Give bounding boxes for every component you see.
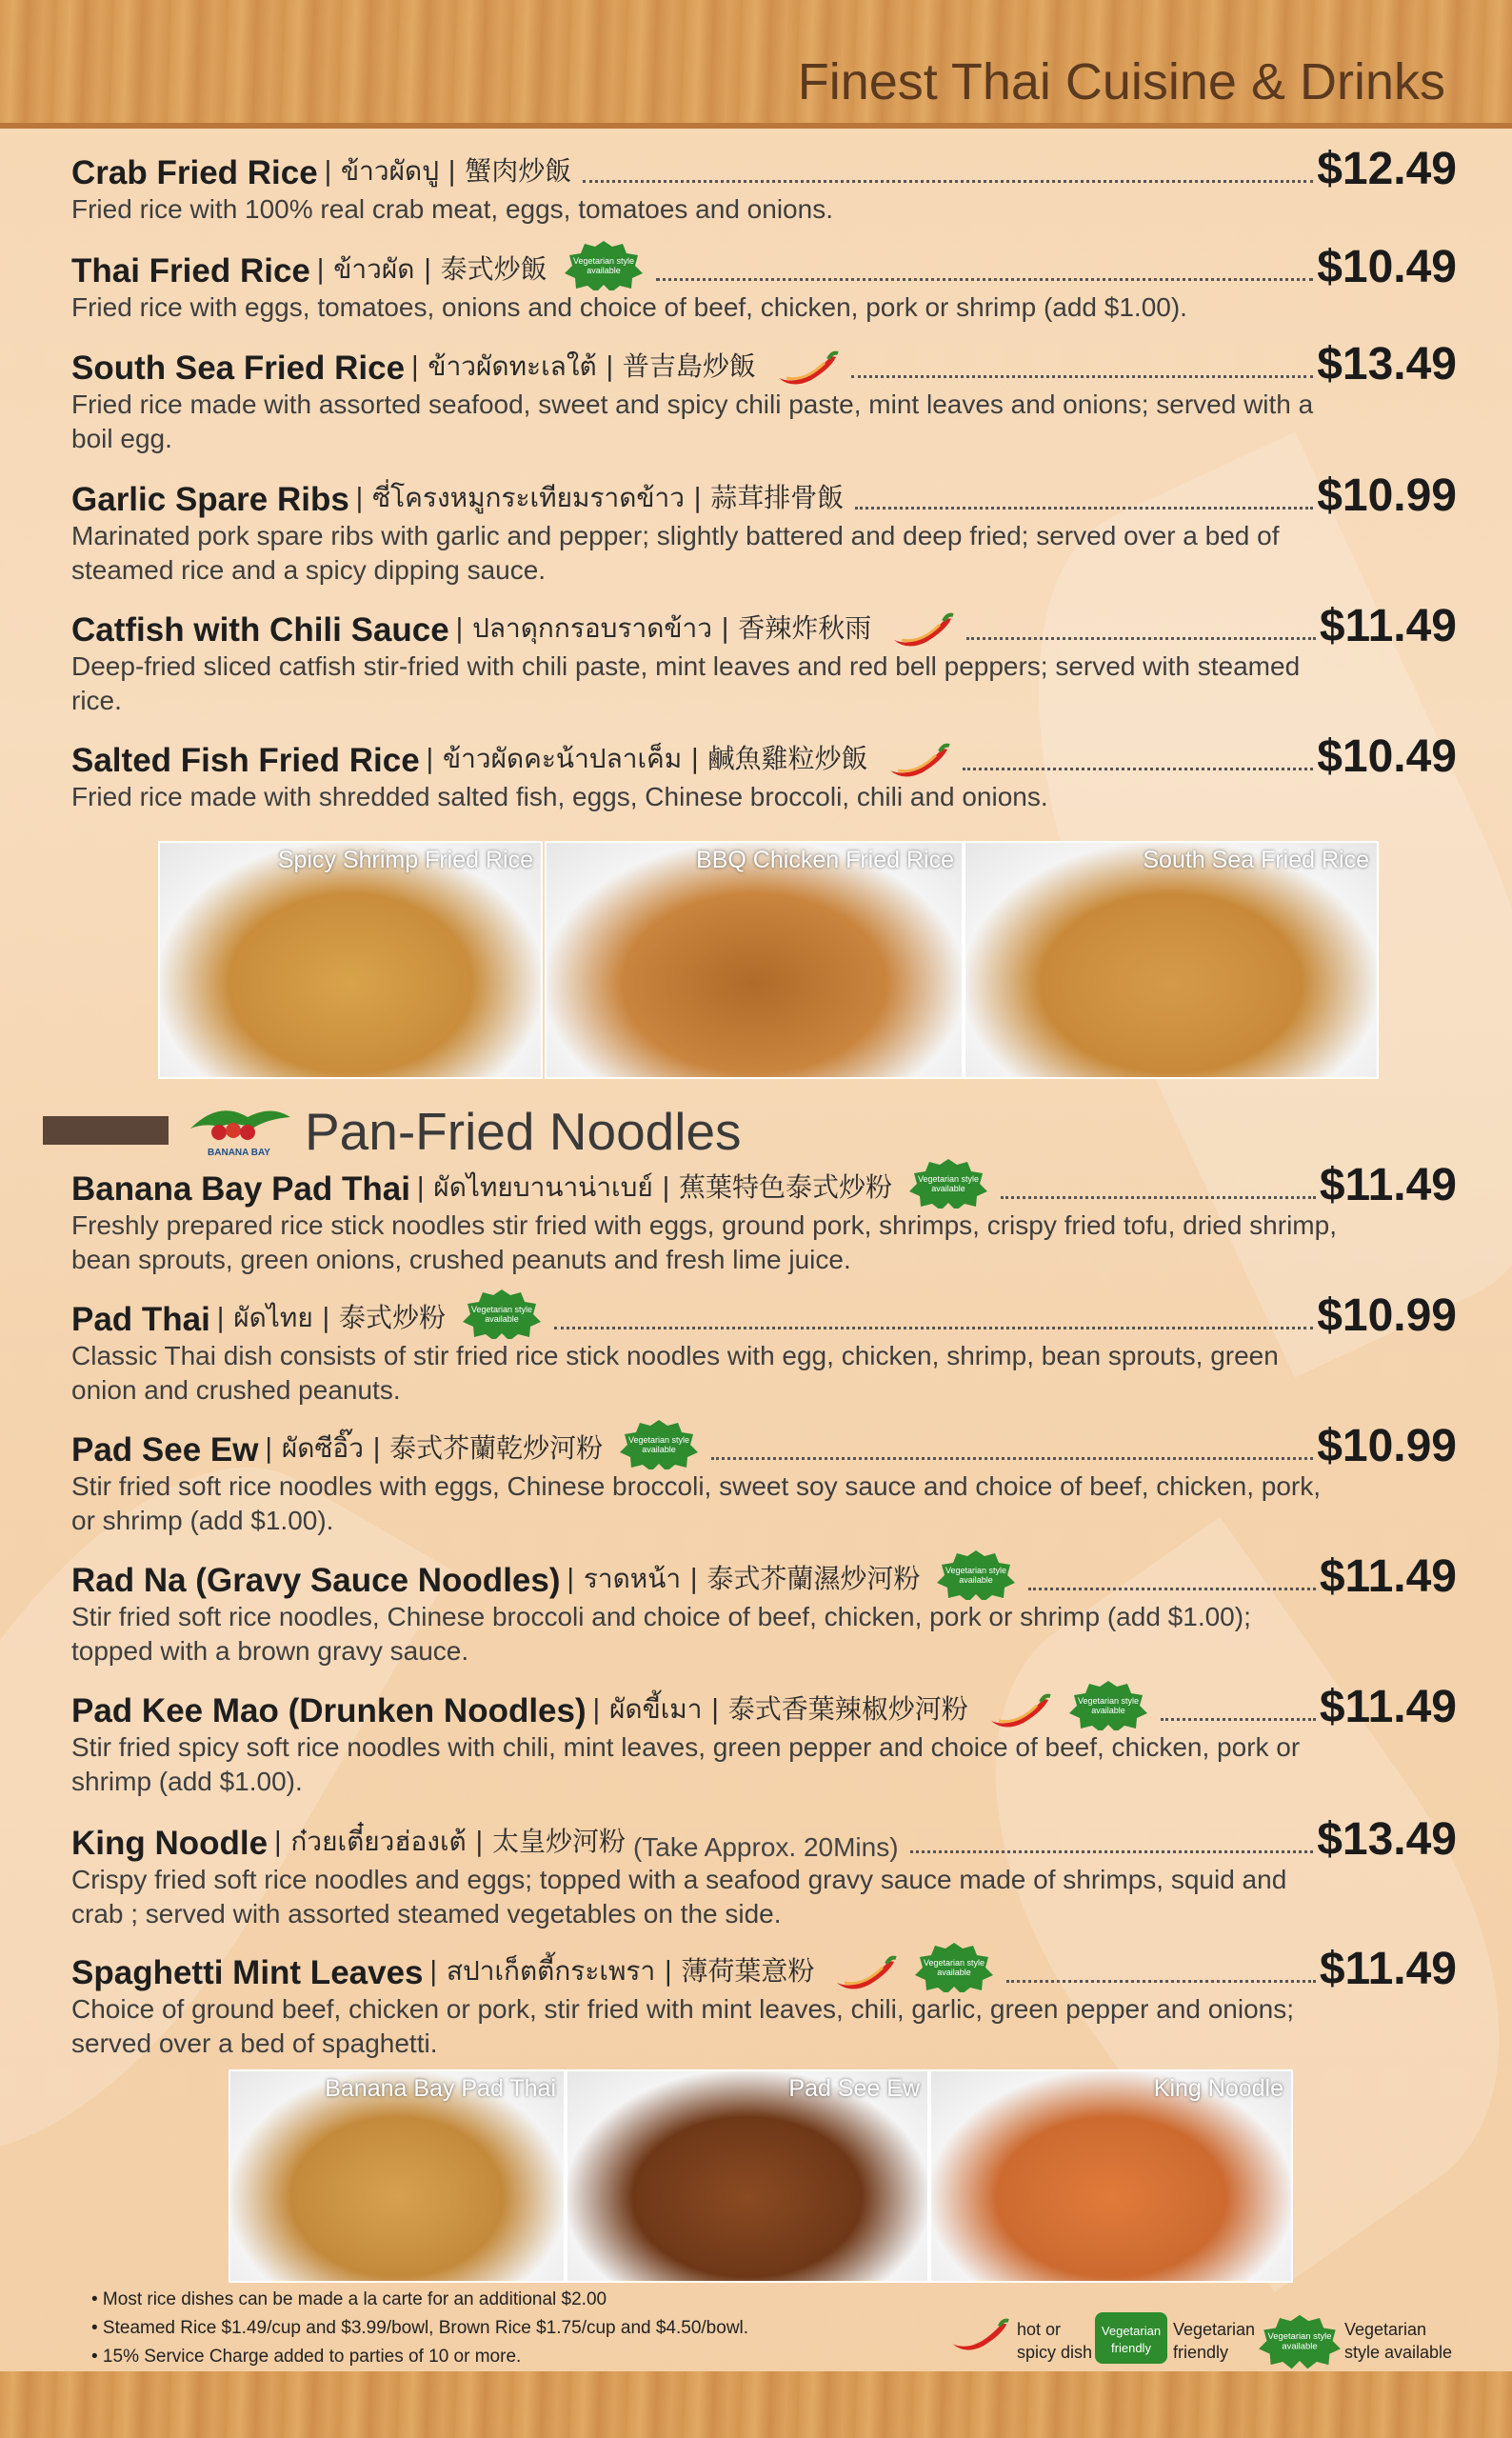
vegetarian-style-icon	[1257, 2310, 1343, 2369]
chili-icon	[773, 350, 840, 388]
chili-icon	[888, 611, 955, 649]
svg-text:available: available	[931, 1184, 965, 1193]
vegetarian-style-badge-icon	[563, 239, 645, 290]
menu-item	[71, 1813, 1457, 1931]
dish-photo-caption: King Noodle	[1153, 2075, 1283, 2102]
page-title: Finest Thai Cuisine & Drinks	[797, 53, 1445, 110]
menu-item	[71, 730, 1457, 814]
menu-item-description: Stir fried spicy soft rice noodles with chili, mint leaves, green pepper and choice of beef, chicken, pork or shrimp (add $1.00).	[71, 1732, 1301, 1796]
menu-item-name: Rad Na (Gravy Sauce Noodles)	[71, 1562, 561, 1599]
dish-photo	[229, 2069, 566, 2283]
menu-item-description: Fried rice with 100% real crab meat, eggs, tomatoes and onions.	[71, 194, 833, 224]
menu-item	[71, 1681, 1457, 1799]
svg-text:available: available	[642, 1445, 676, 1454]
menu-item	[71, 338, 1457, 456]
svg-text:Vegetarian style: Vegetarian style	[945, 1566, 1007, 1575]
menu-item-description: Classic Thai dish consists of stir fried rice stick noodles with egg, chicken, shrimp, bean sprouts, green onion and crushed peanuts.	[71, 1341, 1279, 1405]
legend-veg-style-label: Vegetarian style available	[1344, 2320, 1453, 2362]
chili-icon	[831, 1954, 898, 1992]
menu-item-price: $10.99	[1317, 1421, 1457, 1471]
menu-item	[71, 1550, 1457, 1669]
menu-item	[71, 1289, 1457, 1408]
dot-leader	[554, 1327, 1313, 1329]
menu-item-name: Crab Fried Rice	[71, 154, 318, 191]
svg-text:available: available	[959, 1575, 994, 1585]
menu-item-translations: | ข้าวผัดคะน้าปลาเค็ม | 鹹魚雞粒炒飯	[425, 743, 868, 774]
banana-bay-logo-text: BANANA BAY	[208, 1148, 270, 1158]
menu-item-description: Deep-fried sliced catfish stir-fried with chili paste, mint leaves and red bell peppers; served with steamed rice.	[71, 651, 1301, 715]
vegetarian-style-badge-icon	[461, 1288, 543, 1339]
menu-item-description: Stir fried soft rice noodles with eggs, Chinese broccoli, sweet soy sauce and choice of beef, chicken, pork, or shrimp (add $1.00).	[71, 1471, 1322, 1535]
svg-text:Vegetarian style: Vegetarian style	[1077, 1696, 1139, 1706]
menu-item	[71, 241, 1457, 325]
dish-photo	[158, 841, 543, 1079]
legend-veg-friendly-label: Vegetarian friendly	[1173, 2320, 1256, 2362]
menu-item-translations: | ผัดซีอิ๊ว | 泰式芥蘭乾炒河粉	[264, 1432, 604, 1464]
dot-leader	[656, 278, 1314, 281]
menu-item-price: $11.49	[1319, 1944, 1457, 1994]
dot-leader	[855, 507, 1313, 510]
vegetarian-style-badge-icon	[913, 1941, 995, 1992]
menu-item-price: $10.49	[1317, 731, 1457, 782]
menu-item-translations: | ผัดไทย | 泰式炒粉	[215, 1302, 446, 1333]
menu-item-translations: | ซี่โครงหมูกระเทียมราดข้าว | 蒜茸排骨飯	[354, 482, 845, 513]
dish-photo	[566, 2069, 929, 2283]
dot-leader	[1161, 1718, 1316, 1721]
menu-item-translations: | สปาเก็ตตี้กระเพรา | 薄荷葉意粉	[428, 1955, 815, 1987]
dish-photo-caption: Pad See Ew	[788, 2075, 920, 2102]
menu-item-description: Freshly prepared rice stick noodles stir fried with eggs, ground pork, shrimps, crispy fried tofu, dried shrimp, bean sprouts, green onions, crushed peanuts and fresh lime juice.	[71, 1210, 1337, 1274]
section-bar	[43, 1116, 169, 1145]
vegetarian-friendly-icon	[1093, 2310, 1169, 2366]
dish-photo	[929, 2069, 1293, 2283]
menu-item-price: $10.99	[1317, 1290, 1457, 1341]
dot-leader	[1028, 1588, 1315, 1590]
footnote: • Most rice dishes can be made a la carte for an additional $2.00	[91, 2289, 607, 2309]
menu-item	[71, 1943, 1457, 2061]
vegetarian-style-badge-icon	[935, 1549, 1017, 1600]
menu-item-name: Garlic Spare Ribs	[71, 481, 349, 518]
dot-leader	[1006, 1980, 1315, 1983]
svg-text:Vegetarian style: Vegetarian style	[470, 1305, 533, 1314]
chili-icon	[947, 2312, 1010, 2358]
menu-item-name: Pad Kee Mao (Drunken Noodles)	[71, 1692, 587, 1729]
chili-icon	[985, 1692, 1052, 1730]
footnotes	[91, 2286, 748, 2371]
menu-item-translations: | ผัดขี้เมา | 泰式香葉辣椒炒河粉	[591, 1693, 968, 1725]
svg-text:friendly: friendly	[1111, 2341, 1151, 2355]
svg-text:Vegetarian: Vegetarian	[1101, 2324, 1162, 2338]
menu-item-note: (Take Approx. 20Mins)	[632, 1832, 899, 1862]
banana-bay-logo	[181, 1100, 297, 1159]
menu-item-description: Stir fried soft rice noodles, Chinese broccoli and choice of beef, chicken, pork or shrimp (add $1.00); topped with a brown gravy sauce.	[71, 1602, 1251, 1666]
dish-photo	[964, 841, 1379, 1079]
menu-item-description: Marinated pork spare ribs with garlic and pepper; slightly battered and deep fried; served over a bed of steamed rice and a spicy dipping sauce.	[71, 521, 1280, 585]
svg-text:Vegetarian style: Vegetarian style	[1267, 2329, 1332, 2341]
menu-item-translations: | ปลาดุกกรอบราดข้าว | 香辣炸秋雨	[454, 612, 872, 644]
section-title-pan-fried-noodles: Pan-Fried Noodles	[305, 1102, 742, 1161]
menu-item-description: Choice of ground beef, chicken or pork, stir fried with mint leaves, chili, garlic, green pepper and onions; served over a bed of spaghetti.	[71, 1994, 1295, 2058]
menu-item-name: Spaghetti Mint Leaves	[71, 1954, 424, 1991]
menu-item-name: Catfish with Chili Sauce	[71, 611, 449, 649]
vegetarian-style-badge-icon	[618, 1418, 700, 1469]
svg-text:Vegetarian style: Vegetarian style	[628, 1435, 690, 1445]
menu-item-price: $11.49	[1319, 1551, 1457, 1602]
menu-item	[71, 1420, 1457, 1538]
menu-item-name: Pad Thai	[71, 1301, 210, 1338]
footnote: • Steamed Rice $1.49/cup and $3.99/bowl, Brown Rice $1.75/cup and $4.50/bowl.	[91, 2318, 749, 2338]
legend-hot-label: hot or spicy dish	[1017, 2320, 1093, 2362]
menu-item-name: Salted Fish Fried Rice	[71, 742, 420, 779]
menu-item-name: Thai Fried Rice	[71, 252, 310, 290]
svg-text:available: available	[1090, 1706, 1125, 1715]
menu-item-name: King Noodle	[71, 1825, 269, 1862]
menu-item-price: $12.49	[1317, 144, 1457, 194]
dot-leader	[1001, 1196, 1316, 1199]
menu-item-translations: | ก๋วยเตี๋ยวฮ่องเต้ | 太皇炒河粉	[273, 1826, 626, 1857]
menu-item-price: $11.49	[1319, 1160, 1457, 1210]
menu-item	[71, 1159, 1457, 1277]
dot-leader	[910, 1850, 1314, 1853]
dot-leader	[711, 1457, 1313, 1460]
dot-leader	[851, 375, 1313, 378]
menu-item-description: Fried rice made with shredded salted fish, eggs, Chinese broccoli, chili and onions.	[71, 782, 1048, 811]
svg-text:available: available	[485, 1314, 519, 1324]
footer-wood-banner	[0, 2371, 1512, 2438]
dish-photo-caption: South Sea Fried Rice	[1143, 847, 1369, 873]
chili-icon	[885, 742, 951, 780]
vegetarian-style-badge-icon	[907, 1157, 989, 1209]
menu-item-description: Crispy fried soft rice noodles and eggs; topped with a seafood gravy sauce made of shrimps, squid and crab ; served with assorted steamed vegetables on the side.	[71, 1865, 1287, 1928]
menu-item-price: $13.49	[1317, 339, 1457, 390]
dish-photo-caption: Banana Bay Pad Thai	[325, 2075, 556, 2102]
menu-item-translations: | ราดหน้า | 泰式芥蘭濕炒河粉	[566, 1563, 921, 1594]
menu-item-translations: | ข้าวผัดทะเลใต้ | 普吉島炒飯	[410, 350, 756, 382]
menu-item-price: $10.99	[1317, 470, 1457, 521]
menu-item-price: $11.49	[1319, 601, 1457, 651]
menu-item-price: $13.49	[1317, 1814, 1457, 1865]
menu-item	[71, 143, 1457, 227]
dot-leader	[583, 180, 1313, 183]
menu-item	[71, 600, 1457, 718]
footnote: • 15% Service Charge added to parties of 10 or more.	[91, 2347, 522, 2367]
menu-item-translations: | ข้าวผัด | 泰式炒飯	[315, 253, 547, 285]
menu-item-name: Pad See Ew	[71, 1431, 259, 1469]
dish-photo-caption: BBQ Chicken Fried Rice	[696, 847, 954, 873]
svg-text:available: available	[1282, 2340, 1318, 2351]
dot-leader	[966, 637, 1316, 640]
svg-text:Vegetarian style: Vegetarian style	[572, 256, 634, 266]
dish-photo-caption: Spicy Shrimp Fried Rice	[277, 847, 533, 873]
menu-item-price: $10.49	[1317, 242, 1457, 292]
dot-leader	[963, 768, 1313, 770]
menu-item-name: South Sea Fried Rice	[71, 350, 406, 387]
menu-item-price: $11.49	[1319, 1682, 1457, 1732]
svg-text:available: available	[937, 1968, 972, 1977]
menu-item-translations: | ผัดไทยบานาน่าเบย์ | 蕉葉特色泰式炒粉	[415, 1171, 893, 1203]
dish-photo	[545, 841, 964, 1079]
menu-item-description: Fried rice made with assorted seafood, sweet and spicy chili paste, mint leaves and onions; served with a boil egg.	[71, 390, 1314, 453]
svg-text:available: available	[586, 266, 621, 275]
svg-text:Vegetarian style: Vegetarian style	[918, 1174, 980, 1184]
menu-item-translations: | ข้าวผัดปู | 蟹肉炒飯	[323, 155, 572, 187]
menu-item-description: Fried rice with eggs, tomatoes, onions and choice of beef, chicken, pork or shrimp (add $1.00).	[71, 292, 1187, 322]
menu-item	[71, 470, 1457, 588]
svg-text:Vegetarian style: Vegetarian style	[924, 1958, 985, 1968]
vegetarian-style-badge-icon	[1067, 1679, 1149, 1730]
menu-item-name: Banana Bay Pad Thai	[71, 1170, 410, 1208]
